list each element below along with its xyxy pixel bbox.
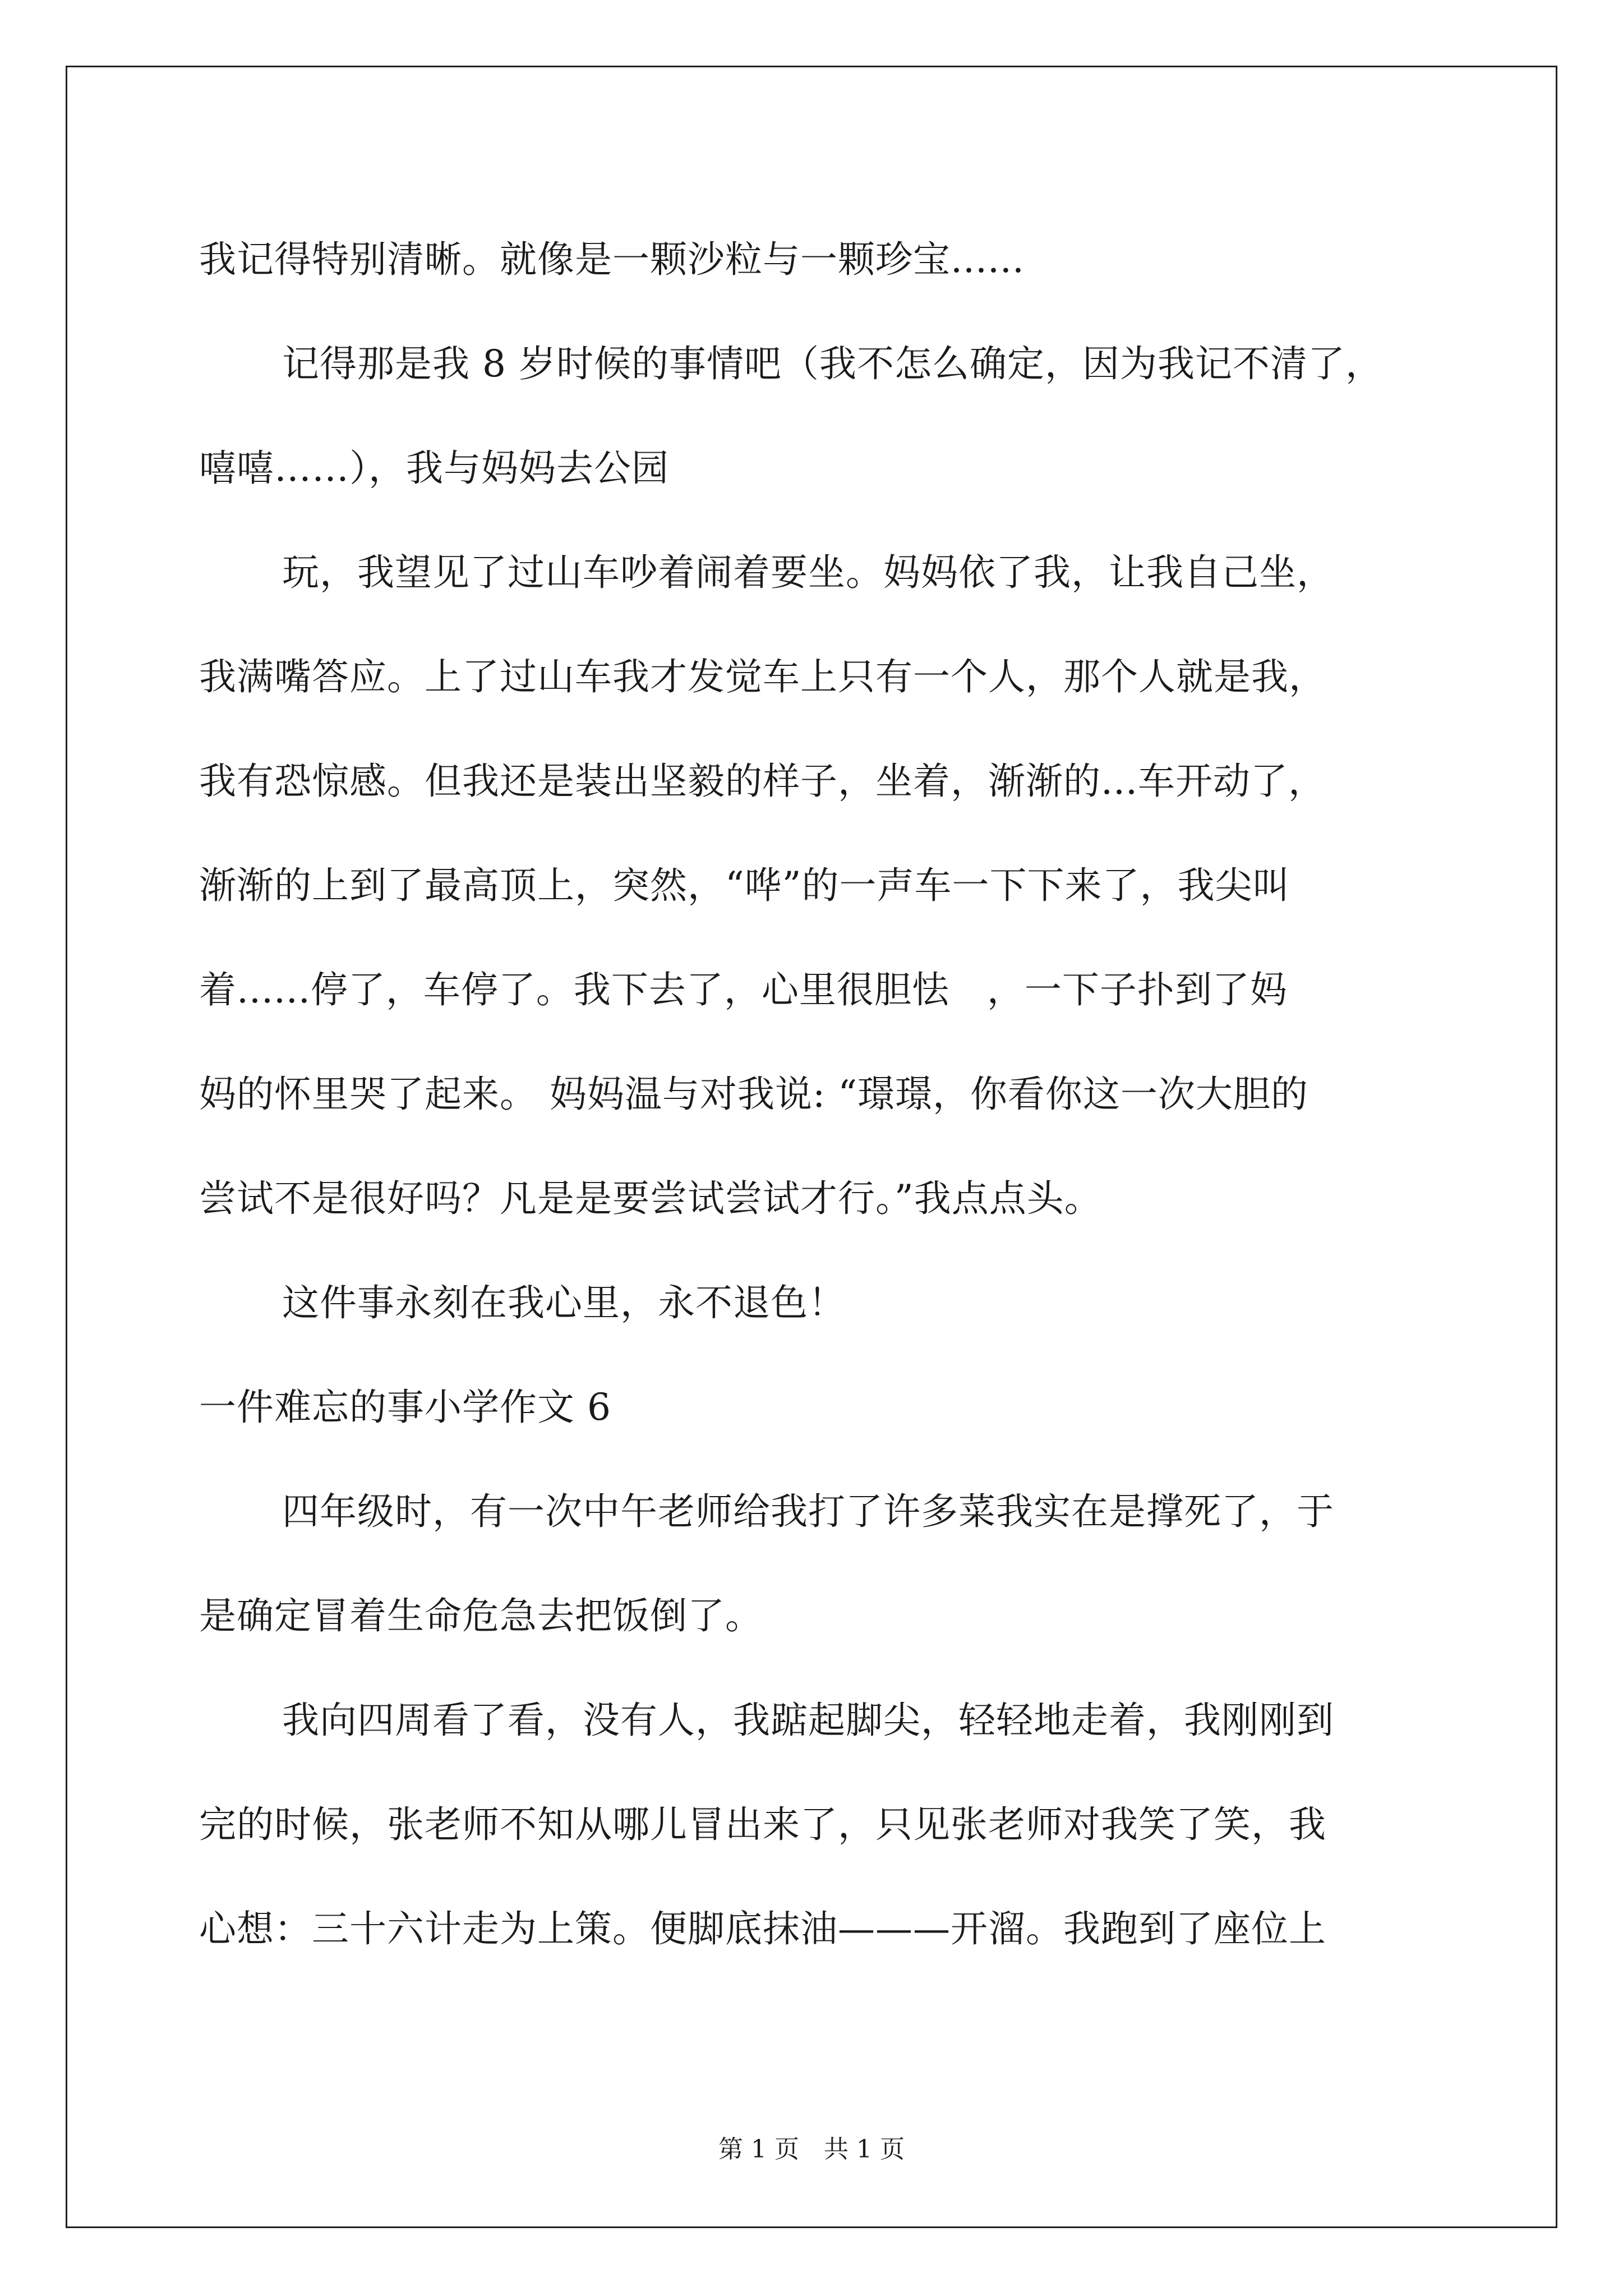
text-line: 玩，我望见了过山车吵着闹着要坐。妈妈依了我，让我自己坐， [282, 551, 1334, 594]
text-line: 是确定冒着生命危急去把饭倒了。 [199, 1594, 763, 1637]
text-line: 尝试不是很好吗？凡是是要尝试尝试才行。”我点点头。 [199, 1177, 1102, 1220]
text-line: 我有恐惊感。但我还是装出坚毅的样子，坐着，渐渐的...车开动了， [199, 760, 1326, 803]
text-line: 完的时候，张老师不知从哪儿冒出来了，只见张老师对我笑了笑，我 [199, 1803, 1326, 1846]
text-line: 一件难忘的事小学作文 6 [199, 1386, 611, 1429]
text-line: 四年级时，有一次中午老师给我打了许多菜我实在是撑死了，于 [282, 1490, 1334, 1533]
text-line: 我满嘴答应。上了过山车我才发觉车上只有一个人，那个人就是我， [199, 655, 1326, 698]
text-line: 我向四周看了看，没有人，我踮起脚尖，轻轻地走着，我刚刚到 [282, 1699, 1334, 1742]
text-line: 心想：三十六计走为上策。便脚底抹油———开溜。我跑到了座位上 [199, 1907, 1326, 1950]
text-line: 记得那是我 8 岁时候的事情吧（我不怎么确定，因为我记不清了， [282, 342, 1383, 385]
text-line: 嘻嘻……），我与妈妈去公园 [199, 447, 669, 490]
text-line: 渐渐的上到了最高顶上，突然，“哗”的一声车一下下来了，我尖叫 [199, 864, 1290, 907]
text-line: 我记得特别清晰。就像是一颗沙粒与一颗珍宝...... [199, 238, 1025, 281]
text-line: 这件事永刻在我心里，永不退色！ [282, 1281, 846, 1324]
text-line: 着......停了，车停了。我下去了，心里很胆怯 ，一下子扑到了妈 [199, 968, 1288, 1011]
text-line: 妈的怀里哭了起来。 妈妈温与对我说: “璟璟，你看你这一次大胆的 [199, 1073, 1308, 1116]
page-number-footer: 第 1 页 共 1 页 [718, 2135, 905, 2164]
document-body [199, 208, 1461, 1981]
